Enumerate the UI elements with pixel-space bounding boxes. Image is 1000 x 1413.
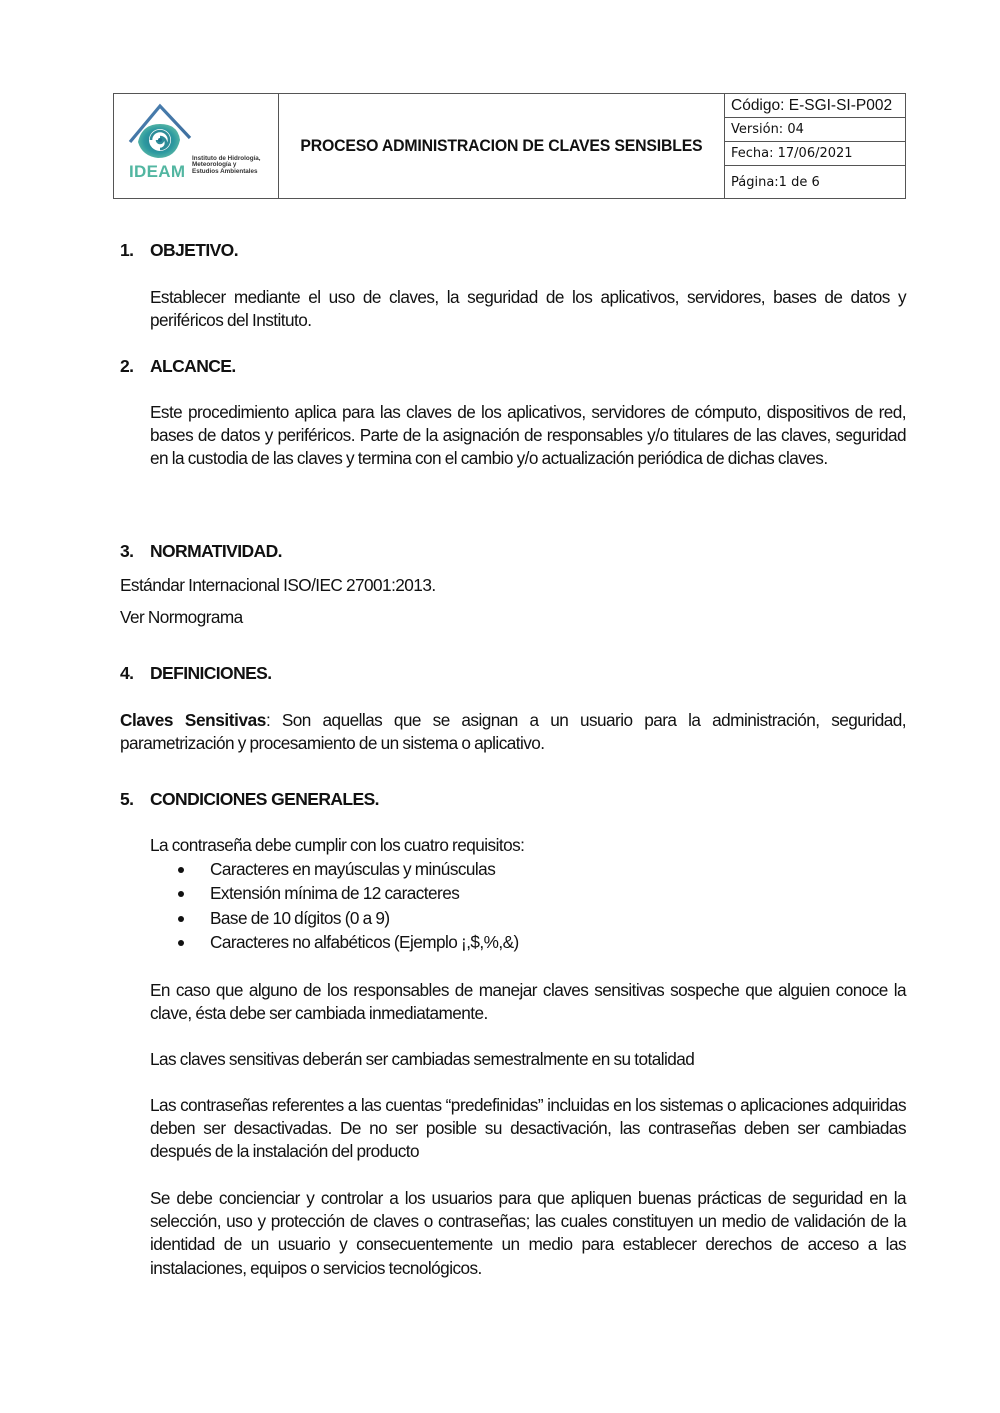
bullet-icon — [178, 940, 184, 946]
logo-subtitle-line: Meteorología y — [192, 161, 237, 169]
section-number: 1. — [120, 240, 134, 260]
section-title: CONDICIONES GENERALES. — [150, 789, 379, 809]
section-title: OBJETIVO. — [150, 240, 238, 260]
section-number: 3. — [120, 541, 134, 561]
password-requirements-list — [178, 858, 519, 955]
section-number: 5. — [120, 789, 134, 809]
page-number: Página:1 de 6 — [731, 174, 820, 190]
document-meta-cell — [725, 94, 905, 198]
logo-subtitle-line: Estudios Ambientales — [192, 167, 258, 175]
logo-cell — [114, 94, 279, 198]
section-number: 2. — [120, 356, 134, 376]
document-title-cell — [279, 94, 725, 198]
normogram-reference: Ver Normograma — [120, 607, 243, 627]
list-item-text: Caracteres en mayúsculas y minúsculas — [210, 859, 496, 879]
section-heading — [120, 663, 272, 684]
logo-subtitle-line: Instituto de Hidrología, — [192, 155, 261, 162]
default-accounts-paragraph: Las contraseñas referentes a las cuentas “predefinidas” incluidas en los sistemas o aplicaciones adquiridas deben ser desactivadas. De no ser posible su desactivación, las contraseñas deben ser cambiadas después de la instalación del producto — [150, 1095, 906, 1162]
objective-paragraph: Establecer mediante el uso de claves, la seguridad de los aplicativos, servidores, bases de datos y periféricos del Instituto. — [150, 287, 906, 331]
section-title: NORMATIVIDAD. — [150, 541, 282, 561]
section-heading — [120, 240, 238, 261]
standard-reference: Estándar Internacional ISO/IEC 27001:2013. — [120, 575, 436, 595]
document-title: PROCESO ADMINISTRACION DE CLAVES SENSIBLES — [300, 136, 703, 155]
list-item — [178, 931, 519, 955]
list-item-text: Base de 10 dígitos (0 a 9) — [210, 907, 390, 928]
logo-wordmark: IDEAM — [129, 162, 186, 181]
password-requirements-intro: La contraseña debe cumplir con los cuatro requisitos: — [150, 835, 525, 855]
rotation-paragraph: Las claves sensitivas deberán ser cambiadas semestralmente en su totalidad — [150, 1049, 695, 1069]
document-version: Versión: 04 — [725, 118, 905, 142]
list-item-text: Caracteres no alfabéticos (Ejemplo ¡,$,%,&) — [210, 931, 519, 952]
bullet-icon — [178, 916, 184, 922]
bullet-icon — [178, 891, 184, 897]
list-item — [178, 907, 519, 931]
definition-term: Claves Sensitivas — [120, 710, 266, 730]
section-title: DEFINICIONES. — [150, 663, 272, 683]
compromised-key-paragraph: En caso que alguno de los responsables de manejar claves sensitivas sospeche que alguien conoce la clave, ésta debe ser cambiada inmediatamente. — [150, 980, 906, 1024]
document-code: Código: E-SGI-SI-P002 — [725, 94, 905, 118]
list-item — [178, 858, 519, 882]
section-heading — [120, 356, 236, 377]
document-date: Fecha: 17/06/2021 — [725, 142, 905, 166]
section-number: 4. — [120, 663, 134, 683]
definition-text: : Son aquellas que se asignan a un usuario para la administración, seguridad, parametrización y procesamiento de un sistema o aplicativo. — [120, 710, 906, 754]
document-header-table — [113, 93, 906, 199]
section-heading — [120, 789, 379, 810]
section-title: ALCANCE. — [150, 356, 236, 376]
section-heading — [120, 541, 282, 562]
definition-paragraph — [120, 709, 906, 755]
awareness-paragraph: Se debe concienciar y controlar a los usuarios para que apliquen buenas prácticas de seguridad en la selección, uso y protección de claves o contraseñas; las cuales constituyen un medio de validación de la identidad de un usuario y consecuentemente un medio para establecer derechos de acceso a las instalaciones, equipos o servicios tecnológicos. — [150, 1188, 906, 1278]
ideam-logo-icon — [122, 102, 202, 164]
bullet-icon — [178, 867, 184, 873]
list-item-text: Extensión mínima de 12 caracteres — [210, 883, 460, 904]
scope-paragraph: Este procedimiento aplica para las claves de los aplicativos, servidores de cómputo, dispositivos de red, bases de datos y periféricos. Parte de la asignación de responsables y/o titulares de las claves, seguridad en la custodia de las claves y termina con el cambio y/o actualización periódica de dichas claves. — [150, 402, 906, 469]
list-item — [178, 882, 519, 906]
logo-subtitle — [192, 156, 261, 175]
